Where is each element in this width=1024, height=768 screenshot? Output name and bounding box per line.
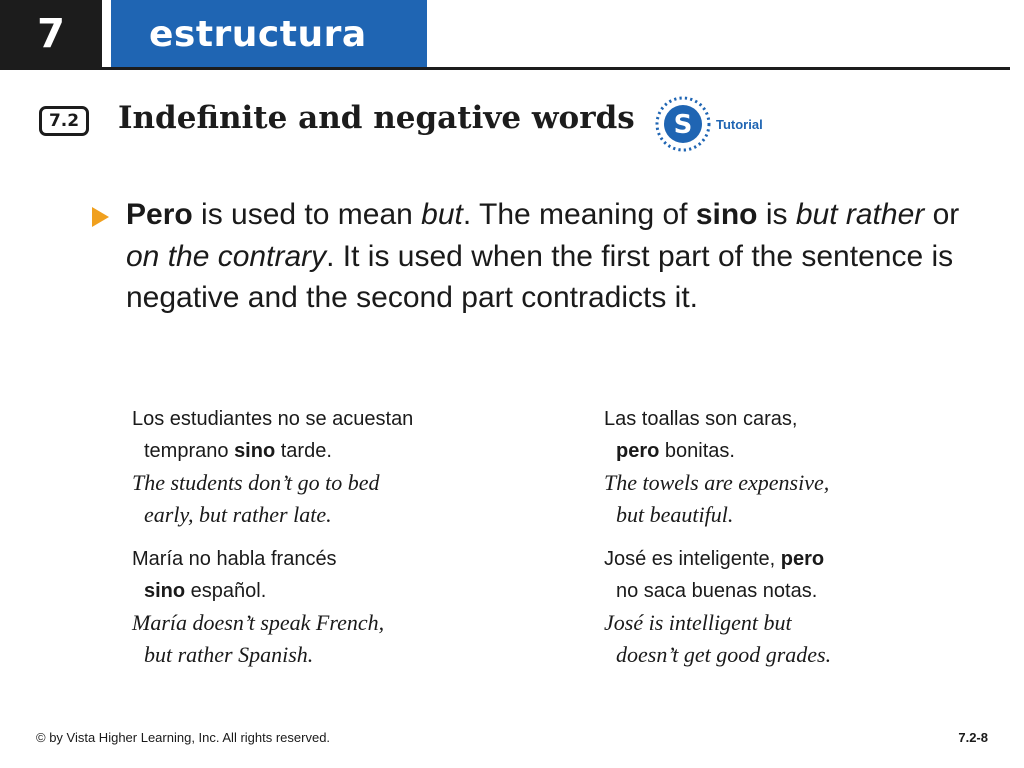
example-spanish-line [604,544,831,576]
text-segment: José es inteligente, [604,548,781,570]
example-pero-2 [604,544,831,670]
tutorial-icon [654,95,712,153]
tutorial-label: Tutorial [716,116,763,132]
example-spanish-line: Los estudiantes no se acuestan [132,408,414,430]
example-spanish-line: no saca buenas notas. [616,579,818,602]
text-segment: on the contrary [126,239,327,273]
text-segment: or [924,198,960,231]
section-title: Indefinite and negative words [118,100,635,136]
bullet-arrow-icon [90,206,110,228]
tutorial-link[interactable] [654,96,763,152]
text-segment: but rather [795,198,925,231]
term-sino: sino [695,198,758,231]
example-spanish-line [132,436,413,468]
text-segment: tarde. [275,439,332,462]
text-segment: . The meaning of [462,198,696,231]
text-segment: . It is used when the first part of the sentence is negative and the second part contradicts it. [126,239,954,314]
chapter-number: 7 [0,0,102,68]
example-translation-line: The towels are expensive, [604,470,830,495]
main-explanation [126,194,966,319]
text-segment: is used to mean [192,198,422,231]
example-sino-2 [132,544,384,670]
example-translation-line: but beautiful. [616,501,734,527]
example-translation-line: early, but rather late. [144,501,332,527]
example-spanish-line: María no habla francés [132,548,337,570]
example-translation-line: doesn’t get good grades. [616,641,832,667]
example-translation-line: The students don’t go to bed [132,470,380,495]
example-pero-1 [604,404,829,530]
term-pero: pero [616,439,660,462]
example-sino-1 [132,404,413,530]
chapter-title: estructura [111,0,427,68]
example-spanish-line: Las toallas son caras, [604,408,798,430]
text-segment: bonitas. [659,439,735,462]
example-spanish-line [132,576,384,608]
term-sino: sino [234,439,276,462]
section-badge: 7.2 [39,106,89,136]
term-pero: pero [780,548,825,570]
example-translation-line: José is intelligent but [604,610,792,635]
term-sino: sino [144,579,186,602]
text-segment: but [421,198,463,231]
header-divider [0,67,1010,70]
slide-number: 7.2-8 [958,730,988,745]
text-segment: is [757,198,796,231]
text-segment: español. [185,579,267,602]
example-translation-line: María doesn’t speak French, [132,610,385,635]
text-segment: temprano [144,439,235,462]
term-pero: Pero [126,198,193,231]
example-translation-line: but rather Spanish. [144,641,314,667]
copyright-notice: © by Vista Higher Learning, Inc. All rights reserved. [36,730,331,745]
example-spanish-line [604,436,829,468]
tutorial-icon-letter: S [673,110,693,140]
